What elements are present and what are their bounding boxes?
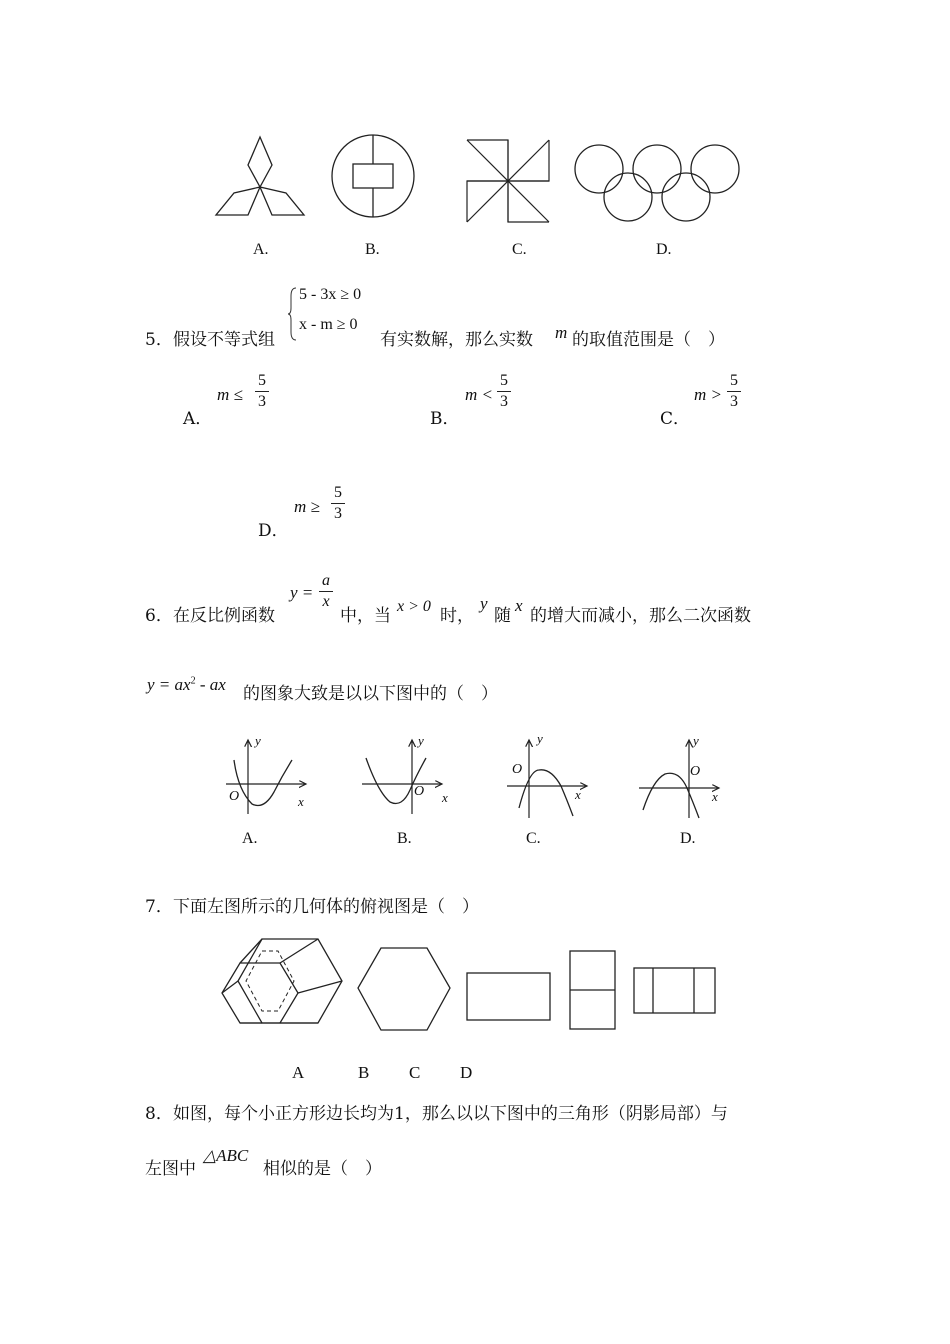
- q6-quad-a: y = ax: [147, 675, 191, 694]
- figure-4a-three-rhombus-logo: [210, 135, 310, 225]
- figure-4d-olympic-rings: [573, 143, 743, 228]
- q6-func-den: x: [322, 593, 330, 610]
- q6-graph-c-origin: O: [512, 762, 523, 777]
- q6-x: x: [515, 596, 523, 615]
- q7-option-d-label: D: [460, 1063, 473, 1082]
- brace-icon: [288, 286, 298, 342]
- q6-graph-c-x: x: [575, 787, 581, 802]
- q6-text-4: 随: [494, 606, 511, 626]
- q5-option-a-num: 5: [258, 372, 266, 389]
- q6-graph-d-plot: [637, 732, 727, 822]
- q6-y: y: [480, 594, 488, 613]
- q5-option-d-num: 5: [334, 484, 342, 501]
- q7-number: 7．: [145, 897, 173, 917]
- q6-number: 6．: [145, 606, 173, 626]
- q6-graph-b-plot: [360, 732, 450, 822]
- q5-var: m: [555, 323, 568, 342]
- q5-option-a-label: A．: [183, 409, 213, 429]
- q7-option-b-label: B: [358, 1063, 370, 1082]
- q7-option-c-split-rectangle: [569, 950, 617, 1032]
- q5-option-d-den: 3: [334, 505, 342, 522]
- q6-graph-d-x: x: [712, 789, 718, 804]
- q7-text: 下面左图所示的几何体的俯视图是（ ）: [173, 897, 479, 917]
- figure-4c-pinwheel: [465, 138, 555, 228]
- q6-text-5: 的增大而减小，那么二次函数: [530, 606, 751, 626]
- q6-graph-b-origin: O: [414, 784, 425, 799]
- q5-option-c-label: C．: [660, 409, 691, 429]
- q5-suffix: 的取值范围是（ ）: [572, 330, 725, 350]
- q5-option-c-num: 5: [730, 372, 738, 389]
- q7-option-c-label: C: [409, 1063, 421, 1082]
- q7-option-b-rectangle: [466, 972, 552, 1022]
- q6-quad-b: - ax: [195, 675, 226, 694]
- q6-graph-d-y: y: [693, 733, 699, 748]
- q6-graph-b-y: y: [418, 733, 424, 748]
- q6-condition: x > 0: [397, 598, 431, 615]
- figure-4a-label: A.: [253, 241, 269, 258]
- q6-graph-c-label: C.: [526, 830, 541, 847]
- q5-option-c-lhs: m >: [694, 385, 722, 404]
- q6-text-6: 的图象大致是以以下图中的（ ）: [243, 684, 498, 704]
- q6-graph-b-label: B.: [397, 830, 412, 847]
- q5-option-a-fraction: [255, 372, 269, 411]
- q6-graph-a-y: y: [255, 733, 261, 748]
- q5-option-a-lhs: m ≤: [217, 385, 243, 404]
- q5-option-c-fraction: [727, 372, 741, 411]
- q6-text-2: 中，当: [340, 606, 391, 626]
- q8-triangle-symbol: △ABC: [203, 1146, 249, 1165]
- q8-triangle: [203, 1146, 248, 1166]
- q5-inequality-1: 5 - 3x ≥ 0: [299, 286, 362, 303]
- figure-4d-label: D.: [656, 241, 672, 258]
- q5-option-c-den: 3: [730, 393, 738, 410]
- q7-solid-hexagonal-prism: [220, 937, 345, 1042]
- q6-graph-b-x: x: [442, 790, 448, 805]
- q6-func-fraction: [319, 572, 333, 611]
- q5-option-b-fraction: [497, 372, 511, 411]
- q6-text-3: 时，: [440, 606, 474, 626]
- q6-graph-d-origin: O: [690, 764, 701, 779]
- q7-option-a-label: A: [292, 1063, 305, 1082]
- q6-text-1: 在反比例函数: [173, 606, 275, 626]
- figure-4c-label: C.: [512, 241, 527, 258]
- q5-prefix: 假设不等式组: [173, 330, 275, 350]
- q5-option-b-label: B．: [430, 409, 460, 429]
- q5-inequality-2: x - m ≥ 0: [299, 316, 358, 333]
- figure-4b-coin: [330, 133, 420, 223]
- q6-graph-a-label: A.: [242, 830, 258, 847]
- q5-option-b-den: 3: [500, 393, 508, 410]
- q6-graph-a-x: x: [298, 794, 304, 809]
- q5-option-d-fraction: [331, 484, 345, 523]
- q5-option-b-lhs: m <: [465, 385, 493, 404]
- q6-quad-exp: 2: [190, 675, 196, 687]
- q8-number: 8．: [145, 1104, 173, 1124]
- q8-line-2a: 左图中: [145, 1159, 196, 1179]
- q5-number: 5．: [145, 330, 173, 350]
- q6-func-num: a: [322, 572, 330, 589]
- q5-option-a-den: 3: [258, 393, 266, 410]
- q5-mid: 有实数解，那么实数: [380, 330, 533, 350]
- q6-graph-c-y: y: [537, 731, 543, 746]
- q7-option-d-three-panel-rectangle: [633, 967, 717, 1015]
- q5-option-b-num: 5: [500, 372, 508, 389]
- q5-option-d-label: D．: [258, 521, 289, 541]
- q8-line-1: 如图，每个小正方形边长均为1，那么以以下图中的三角形（阴影局部）与: [173, 1104, 728, 1124]
- q6-graph-a-origin: O: [229, 789, 240, 804]
- q7-option-a-hexagon: [357, 946, 452, 1036]
- q6-quadratic: [147, 675, 226, 695]
- q8-line-2b: 相似的是（ ）: [263, 1159, 382, 1179]
- q6-graph-d-label: D.: [680, 830, 696, 847]
- q6-func-lhs: y =: [290, 583, 314, 602]
- q5-option-d-lhs: m ≥: [294, 497, 320, 516]
- figure-4b-label: B.: [365, 241, 380, 258]
